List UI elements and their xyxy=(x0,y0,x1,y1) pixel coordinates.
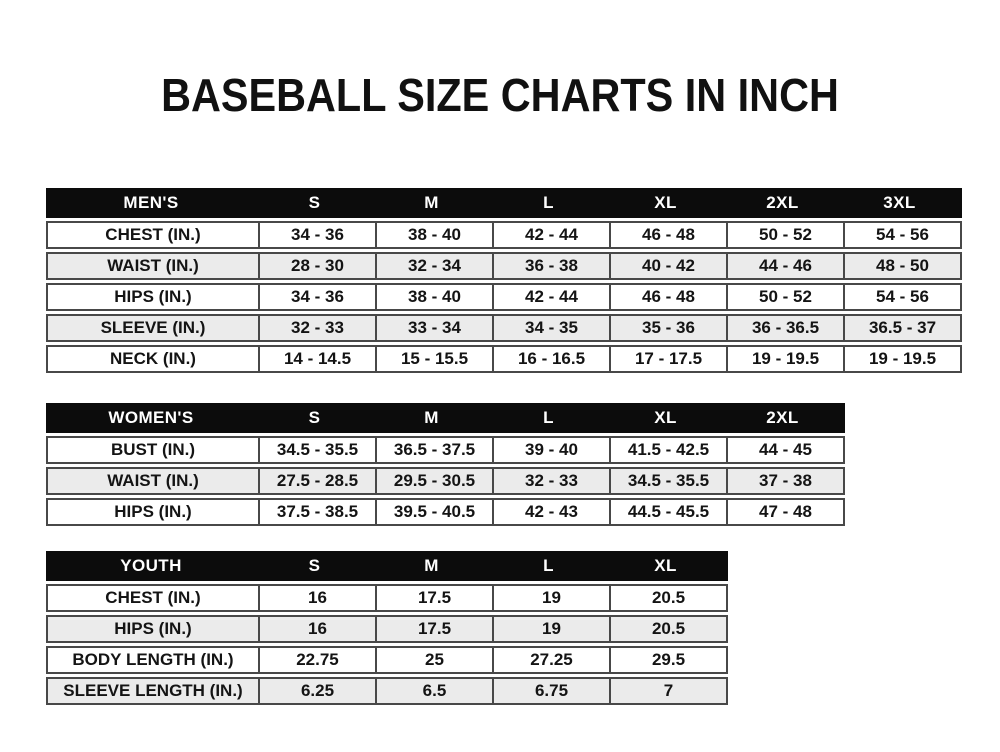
womens-column-header-l: L xyxy=(543,408,554,427)
womens-column-header-xl: XL xyxy=(654,408,677,427)
womens-value-cell: 41.5 - 42.5 xyxy=(609,438,726,462)
youth-value-cell: 19 xyxy=(492,586,609,610)
womens-value-cell: 39 - 40 xyxy=(492,438,609,462)
womens-value-cell: 32 - 33 xyxy=(492,469,609,493)
mens-table-row xyxy=(46,345,962,373)
womens-column-header-2xl: 2XL xyxy=(766,408,799,427)
page-title: BASEBALL SIZE CHARTS IN INCH xyxy=(161,69,839,121)
mens-header-label: MEN'S xyxy=(123,193,179,212)
womens-column-header-s: S xyxy=(308,408,321,427)
womens-value-cell: 27.5 - 28.5 xyxy=(258,469,375,493)
mens-value-cell: 28 - 30 xyxy=(258,254,375,278)
mens-column-header-2xl: 2XL xyxy=(766,193,799,212)
womens-row-label: WAIST (IN.) xyxy=(107,471,199,490)
mens-row-label: CHEST (IN.) xyxy=(105,225,201,244)
youth-value-cell: 25 xyxy=(375,648,492,672)
mens-value-cell: 42 - 44 xyxy=(492,223,609,247)
youth-column-header-l: L xyxy=(543,556,554,575)
mens-value-cell: 50 - 52 xyxy=(726,223,843,247)
mens-table-row xyxy=(46,221,962,249)
mens-value-cell: 44 - 46 xyxy=(726,254,843,278)
mens-value-cell: 40 - 42 xyxy=(609,254,726,278)
mens-value-cell: 14 - 14.5 xyxy=(258,347,375,371)
youth-value-cell: 27.25 xyxy=(492,648,609,672)
youth-table-row xyxy=(46,584,728,612)
mens-table-row xyxy=(46,283,962,311)
womens-value-cell: 42 - 43 xyxy=(492,500,609,524)
youth-table-row xyxy=(46,646,728,674)
youth-value-cell: 20.5 xyxy=(609,586,726,610)
womens-value-cell: 36.5 - 37.5 xyxy=(375,438,492,462)
youth-value-cell: 6.25 xyxy=(258,679,375,703)
youth-column-header-m: M xyxy=(424,556,439,575)
youth-value-cell: 29.5 xyxy=(609,648,726,672)
youth-value-cell: 6.5 xyxy=(375,679,492,703)
mens-value-cell: 38 - 40 xyxy=(375,285,492,309)
mens-value-cell: 32 - 33 xyxy=(258,316,375,340)
womens-header-label: WOMEN'S xyxy=(108,408,194,427)
youth-column-header-s: S xyxy=(308,556,321,575)
mens-value-cell: 42 - 44 xyxy=(492,285,609,309)
youth-value-cell: 17.5 xyxy=(375,586,492,610)
mens-column-header-l: L xyxy=(543,193,554,212)
mens-value-cell: 17 - 17.5 xyxy=(609,347,726,371)
womens-column-header-m: M xyxy=(424,408,439,427)
mens-size-chart-table xyxy=(46,188,962,373)
womens-value-cell: 34.5 - 35.5 xyxy=(609,469,726,493)
youth-row-label: CHEST (IN.) xyxy=(105,588,201,607)
mens-header-row xyxy=(46,188,962,218)
mens-value-cell: 19 - 19.5 xyxy=(843,347,960,371)
youth-table-row xyxy=(46,615,728,643)
mens-value-cell: 36 - 38 xyxy=(492,254,609,278)
mens-row-label: NECK (IN.) xyxy=(110,349,196,368)
mens-table-row xyxy=(46,252,962,280)
youth-row-label: SLEEVE LENGTH (IN.) xyxy=(63,681,243,700)
size-tables-container xyxy=(46,188,1000,705)
mens-column-header-3xl: 3XL xyxy=(883,193,916,212)
womens-header-row xyxy=(46,403,845,433)
mens-column-header-xl: XL xyxy=(654,193,677,212)
mens-table-row xyxy=(46,314,962,342)
mens-value-cell: 36.5 - 37 xyxy=(843,316,960,340)
youth-column-header-xl: XL xyxy=(654,556,677,575)
mens-value-cell: 36 - 36.5 xyxy=(726,316,843,340)
mens-value-cell: 50 - 52 xyxy=(726,285,843,309)
mens-value-cell: 46 - 48 xyxy=(609,223,726,247)
mens-value-cell: 54 - 56 xyxy=(843,285,960,309)
mens-value-cell: 38 - 40 xyxy=(375,223,492,247)
mens-row-label: SLEEVE (IN.) xyxy=(100,318,206,337)
mens-value-cell: 19 - 19.5 xyxy=(726,347,843,371)
mens-value-cell: 33 - 34 xyxy=(375,316,492,340)
mens-value-cell: 35 - 36 xyxy=(609,316,726,340)
mens-value-cell: 15 - 15.5 xyxy=(375,347,492,371)
mens-row-label: WAIST (IN.) xyxy=(107,256,199,275)
mens-column-header-m: M xyxy=(424,193,439,212)
mens-value-cell: 54 - 56 xyxy=(843,223,960,247)
mens-value-cell: 34 - 36 xyxy=(258,285,375,309)
youth-value-cell: 19 xyxy=(492,617,609,641)
womens-table-row xyxy=(46,498,845,526)
mens-value-cell: 46 - 48 xyxy=(609,285,726,309)
mens-value-cell: 34 - 35 xyxy=(492,316,609,340)
youth-value-cell: 7 xyxy=(609,679,726,703)
womens-value-cell: 37.5 - 38.5 xyxy=(258,500,375,524)
womens-size-chart-table xyxy=(46,403,845,526)
youth-value-cell: 16 xyxy=(258,586,375,610)
womens-value-cell: 44.5 - 45.5 xyxy=(609,500,726,524)
womens-value-cell: 47 - 48 xyxy=(726,500,843,524)
youth-table-row xyxy=(46,677,728,705)
womens-value-cell: 44 - 45 xyxy=(726,438,843,462)
womens-row-label: HIPS (IN.) xyxy=(114,502,192,521)
mens-row-label: HIPS (IN.) xyxy=(114,287,192,306)
womens-value-cell: 29.5 - 30.5 xyxy=(375,469,492,493)
mens-value-cell: 48 - 50 xyxy=(843,254,960,278)
mens-value-cell: 32 - 34 xyxy=(375,254,492,278)
youth-header-row xyxy=(46,551,728,581)
youth-size-chart-table xyxy=(46,551,728,705)
womens-table-row xyxy=(46,436,845,464)
youth-row-label: HIPS (IN.) xyxy=(114,619,192,638)
youth-value-cell: 17.5 xyxy=(375,617,492,641)
womens-value-cell: 37 - 38 xyxy=(726,469,843,493)
youth-header-label: YOUTH xyxy=(120,556,182,575)
youth-value-cell: 20.5 xyxy=(609,617,726,641)
youth-row-label: BODY LENGTH (IN.) xyxy=(72,650,234,669)
womens-value-cell: 34.5 - 35.5 xyxy=(258,438,375,462)
youth-value-cell: 22.75 xyxy=(258,648,375,672)
womens-row-label: BUST (IN.) xyxy=(110,440,196,459)
mens-value-cell: 34 - 36 xyxy=(258,223,375,247)
womens-table-row xyxy=(46,467,845,495)
youth-value-cell: 6.75 xyxy=(492,679,609,703)
mens-value-cell: 16 - 16.5 xyxy=(492,347,609,371)
mens-column-header-s: S xyxy=(308,193,321,212)
womens-value-cell: 39.5 - 40.5 xyxy=(375,500,492,524)
youth-value-cell: 16 xyxy=(258,617,375,641)
